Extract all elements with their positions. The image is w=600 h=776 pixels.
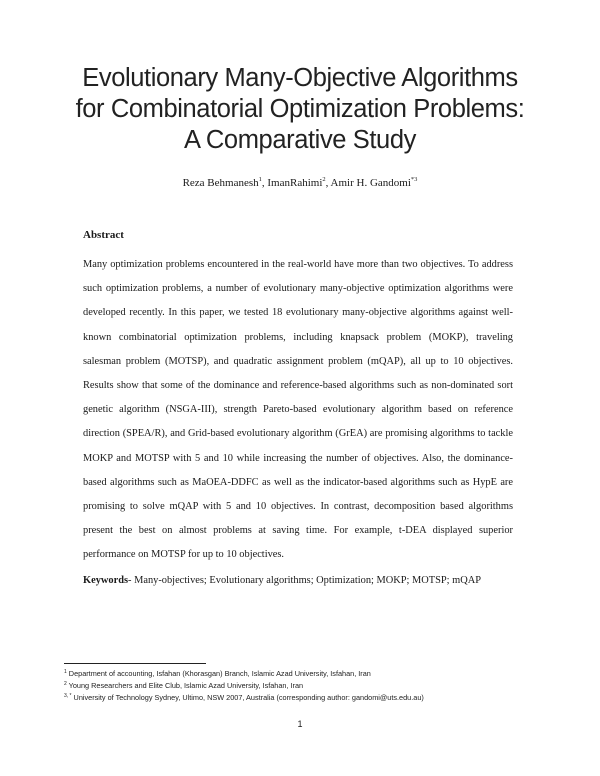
abstract-heading: Abstract xyxy=(83,229,124,241)
footnote-divider xyxy=(64,663,206,664)
footnote xyxy=(64,668,534,680)
author-affiliation-mark: 1 xyxy=(258,176,262,183)
keywords-line xyxy=(83,575,523,586)
author-name: Reza Behmanesh xyxy=(182,177,259,189)
footnote-mark: 3, * xyxy=(64,693,72,699)
footnotes xyxy=(64,668,534,704)
title-line-2: for Combinatorial Optimization Problems: xyxy=(75,95,525,123)
footnote-text: Young Researchers and Elite Club, Islamic Azad University, Isfahan, Iran xyxy=(66,681,304,690)
page-number: 1 xyxy=(297,719,303,729)
footnote-mark: 1 xyxy=(64,669,67,675)
keywords-label: Keywords xyxy=(83,575,129,586)
author-affiliation-mark: 2 xyxy=(322,176,326,183)
footnote xyxy=(64,692,534,704)
author-separator: , xyxy=(325,177,331,189)
footnote-text: University of Technology Sydney, Ultimo, NSW 2007, Australia (corresponding author: gandomi@uts.edu.au) xyxy=(71,693,424,702)
title-line-1: Evolutionary Many-Objective Algorithms xyxy=(82,64,518,92)
author-separator: , xyxy=(261,177,268,189)
keywords-text: - Many-objectives; Evolutionary algorithms; Optimization; MOKP; MOTSP; mQAP xyxy=(128,575,482,586)
paper-title xyxy=(40,63,560,156)
author-list xyxy=(0,177,600,189)
footnote-mark: 2 xyxy=(64,681,67,687)
abstract-body: Many optimization problems encountered in the real-world have more than two objectives. To address such optimization problems, a number of evolutionary many-objective optimization algorithms were developed recently. In this paper, we tested 18 evolutionary many-objective algorithms against well-known combinatorial optimization problems, including knapsack problem (MOKP), traveling salesman problem (MOTSP), and quadratic assignment problem (mQAP), all up to 10 objectives. Results show that some of the dominance and reference-based algorithms such as non-dominated sort genetic algorithm (NSGA-III), strength Pareto-based evolutionary algorithm based on reference direction (SPEA/R), and Grid-based evolutionary algorithm (GrEA) are promising algorithms to tackle MOKP and MOTSP with 5 and 10 while increasing the number of objectives. Also, the dominance-based algorithms such as MaOEA-DDFC as well as the indicator-based algorithms such as HypE are promising to solve mQAP with 5 and 10 objectives. In contrast, decomposition based algorithms present the best on almost problems at saving time. For example, t-DEA displayed superior performance on MOTSP for up to 10 objectives. xyxy=(83,259,513,561)
footnote xyxy=(64,680,534,692)
author-name: ImanRahimi xyxy=(267,177,323,189)
title-line-3: A Comparative Study xyxy=(184,126,416,154)
author-affiliation-mark: *3 xyxy=(410,176,418,183)
footnote-text: Department of accounting, Isfahan (Khorasgan) Branch, Islamic Azad University, Isfahan, Iran xyxy=(66,669,371,678)
author-name: Amir H. Gandomi xyxy=(330,177,411,189)
